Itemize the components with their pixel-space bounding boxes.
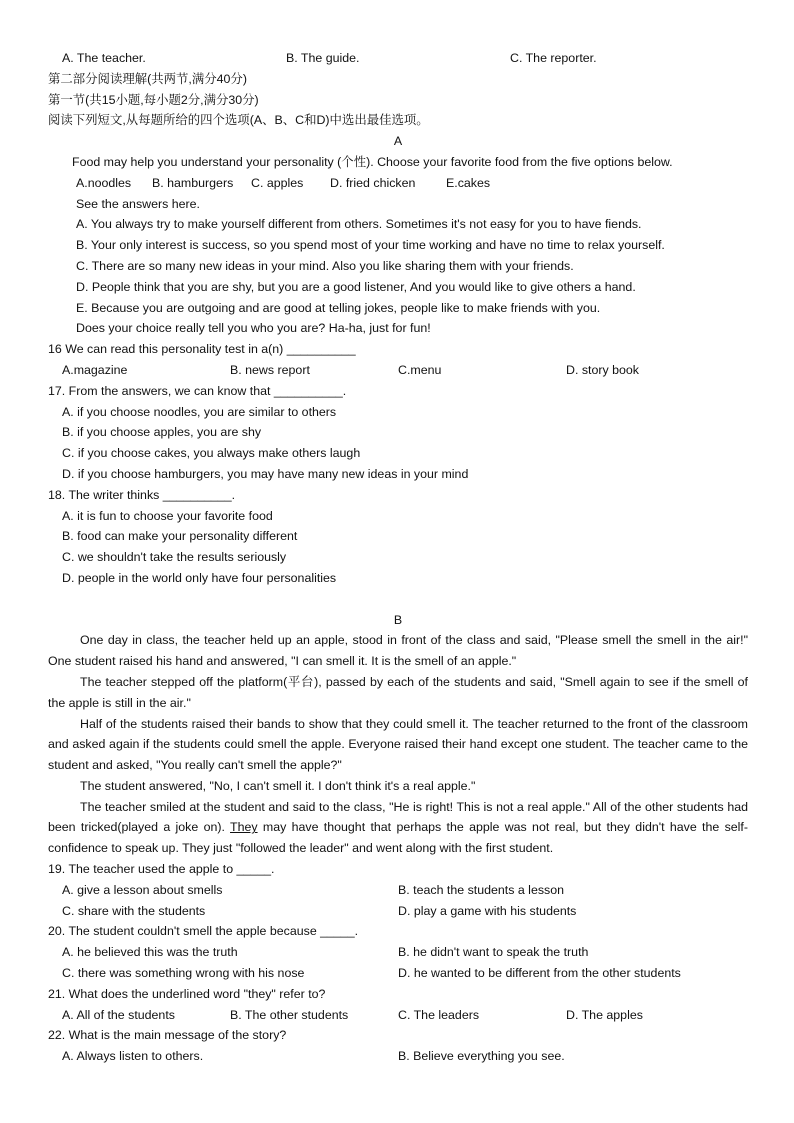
- q20-stem: 20. The student couldn't smell the apple because _____.: [48, 924, 359, 939]
- option: D. play a game with his students: [398, 903, 577, 918]
- answer-a: A. You always try to make yourself different from others. Sometimes it's not easy for you to have fiends.: [76, 217, 642, 232]
- option: B. he didn't want to speak the truth: [398, 945, 589, 960]
- q17-stem: 17. From the answers, we can know that __________.: [48, 383, 347, 398]
- option: D. The apples: [566, 1007, 643, 1022]
- option: A. Always listen to others.: [62, 1049, 204, 1064]
- answer-b: B. Your only interest is success, so you spend most of your time working and have no time to relax yourself.: [76, 238, 665, 253]
- option: A. it is fun to choose your favorite food: [62, 508, 273, 523]
- food-option: B. hamburgers: [152, 175, 234, 190]
- q21-options: [48, 1005, 748, 1026]
- option: A. he believed this was the truth: [62, 945, 238, 960]
- option: D. if you choose hamburgers, you may have many new ideas in your mind: [62, 466, 469, 481]
- q18-stem: 18. The writer thinks __________.: [48, 487, 236, 502]
- option: B. food can make your personality different: [62, 529, 298, 544]
- option: D. he wanted to be different from the other students: [398, 966, 681, 981]
- passage-b-label: B: [393, 612, 403, 627]
- option: A. if you choose noodles, you are similar to others: [62, 404, 337, 419]
- q22-stem: 22. What is the main message of the story?: [48, 1028, 287, 1043]
- paragraph-text: may have thought that perhaps the apple was not real, but they didn't have the self-confidence to speak up. They just "followed the leader" and went along with the first student.: [48, 820, 748, 856]
- q20-options-row-2: [48, 963, 748, 984]
- answer-c: C. There are so many new ideas in your mind. Also you like sharing them with your friends.: [76, 258, 574, 273]
- passage-b-paragraph-3: Half of the students raised their bands to show that they could smell it. The teacher returned to the front of the classroom and asked again if the students could smell the apple. Everyone raised their hand except one student. The teacher came to the student and asked, "You really can't smell the apple?": [48, 716, 748, 773]
- q20-options-row-1: [48, 942, 748, 963]
- paragraph-text: The teacher smiled at the student and said to the class, "He is right! This is not a real apple." All of the other students had been tricked(played a joke on).: [48, 799, 748, 835]
- option: B. Believe everything you see.: [398, 1049, 565, 1064]
- q21-stem: 21. What does the underlined word "they" refer to?: [48, 986, 326, 1001]
- exam-page: [48, 48, 748, 1067]
- option: C. share with the students: [62, 903, 206, 918]
- q19-stem: 19. The teacher used the apple to _____.: [48, 862, 275, 877]
- option: D. story book: [566, 362, 639, 377]
- option: B. teach the students a lesson: [398, 882, 565, 897]
- option: C. we shouldn't take the results seriously: [62, 550, 287, 565]
- food-options: [48, 173, 748, 194]
- q19-options-row-1: [48, 880, 748, 901]
- spacer: [48, 589, 748, 610]
- see-answers: See the answers here.: [76, 196, 200, 211]
- passage-b-paragraph-5: [48, 797, 748, 859]
- answer-e: E. Because you are outgoing and are good at telling jokes, people like to make friends with you.: [76, 300, 601, 315]
- option: C. if you choose cakes, you always make others laugh: [62, 446, 361, 461]
- option: C. The leaders: [398, 1007, 480, 1022]
- food-option: E.cakes: [446, 175, 491, 190]
- food-option: D. fried chicken: [330, 175, 416, 190]
- option: C.menu: [398, 362, 442, 377]
- instructions: 阅读下列短文,从每题所给的四个选项(A、B、C和D)中选出最佳选项。: [48, 113, 429, 128]
- answer-d: D. People think that you are shy, but you are a good listener, And you would like to give others a hand.: [76, 279, 636, 294]
- food-option: A.noodles: [76, 175, 132, 190]
- option: B. The other students: [230, 1007, 349, 1022]
- q16-stem: 16 We can read this personality test in a(n) __________: [48, 342, 356, 357]
- passage-b-paragraph-4: The student answered, "No, I can't smell it. I don't think it's a real apple.": [80, 778, 476, 793]
- q16-options: [48, 360, 748, 381]
- passage-a-intro: Food may help you understand your personality (个性). Choose your favorite food from the five options below.: [72, 154, 673, 169]
- section-header: 第二部分阅读理解(共两节,满分40分): [48, 71, 247, 86]
- subsection-header: 第一节(共15小题,每小题2分,满分30分): [48, 92, 259, 107]
- underlined-word: They: [230, 820, 258, 835]
- q22-options: [48, 1046, 748, 1067]
- option: A. The teacher.: [62, 51, 146, 65]
- passage-a-label: A: [393, 134, 403, 149]
- passage-b-paragraph-2: The teacher stepped off the platform(平台), passed by each of the students and said, "Smell again to see if the smell of the apple is still in the air.": [48, 674, 748, 710]
- option: A. give a lesson about smells: [62, 882, 223, 897]
- option: B. if you choose apples, you are shy: [62, 425, 262, 440]
- option: A.magazine: [62, 362, 128, 377]
- q19-options-row-2: [48, 901, 748, 922]
- option: A. All of the students: [62, 1007, 175, 1022]
- option: C. The reporter.: [510, 51, 597, 65]
- option: B. news report: [230, 362, 310, 377]
- passage-a-closing: Does your choice really tell you who you are? Ha-ha, just for fun!: [76, 321, 431, 336]
- food-option: C. apples: [251, 175, 304, 190]
- q15-options: [48, 48, 748, 69]
- option: C. there was something wrong with his nose: [62, 966, 305, 981]
- option: D. people in the world only have four personalities: [62, 570, 337, 585]
- passage-b-paragraph-1: One day in class, the teacher held up an apple, stood in front of the class and said, "Please smell the smell in the air!" One student raised his hand and answered, "I can smell it. It is the smell of an apple.": [48, 633, 748, 669]
- option: B. The guide.: [286, 51, 360, 65]
